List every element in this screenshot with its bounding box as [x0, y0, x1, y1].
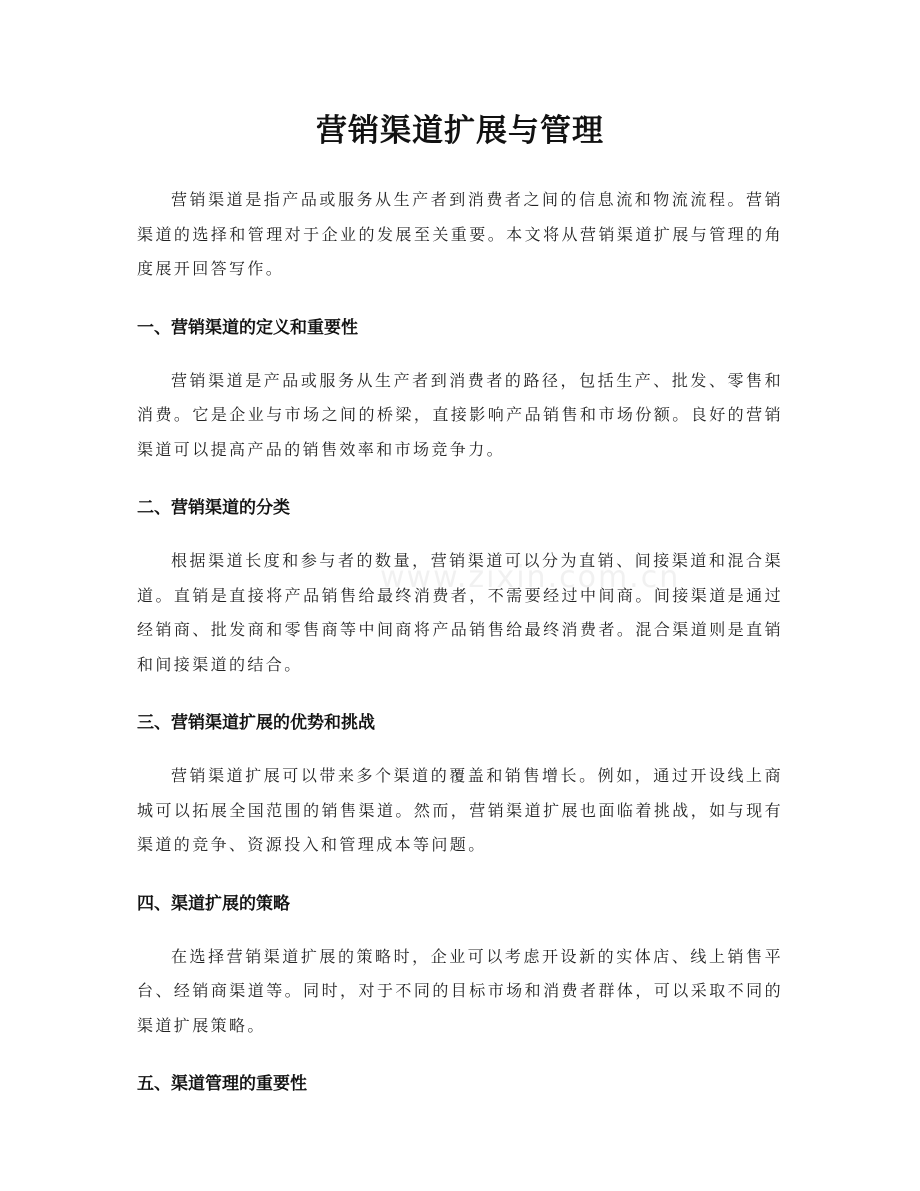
section-paragraph-2: 根据渠道长度和参与者的数量，营销渠道可以分为直销、间接渠道和混合渠道。直销是直接将产品销售给最终消费者，不需要经过中间商。间接渠道是通过经销商、批发商和零售商等中间商将产品销售给最终消费者。混合渠道则是直销和间接渠道的结合。: [137, 551, 783, 674]
section-heading-5: 五、渠道管理的重要性: [137, 1074, 307, 1094]
section-heading-4: 四、渠道扩展的策略: [137, 893, 290, 914]
section-heading-1: 一、营销渠道的定义和重要性: [137, 317, 358, 338]
document-title: 营销渠道扩展与管理: [316, 113, 604, 149]
section-paragraph-3: 营销渠道扩展可以带来多个渠道的覆盖和销售增长。例如，通过开设线上商城可以拓展全国范围的销售渠道。然而，营销渠道扩展也面临着挑战，如与现有渠道的竞争、资源投入和管理成本等问题。: [137, 766, 783, 854]
section-paragraph-4: 在选择营销渠道扩展的策略时，企业可以考虑开设新的实体店、线上销售平台、经销商渠道等。同时，对于不同的目标市场和消费者群体，可以采取不同的渠道扩展策略。: [137, 946, 783, 1035]
section-paragraph-1: 营销渠道是产品或服务从生产者到消费者的路径，包括生产、批发、零售和消费。它是企业与市场之间的桥梁，直接影响产品销售和市场份额。良好的营销渠道可以提高产品的销售效率和市场竞争力。: [137, 370, 783, 459]
section-heading-3: 三、营销渠道扩展的优势和挑战: [137, 713, 375, 733]
section-heading-2: 二、营销渠道的分类: [137, 498, 290, 518]
watermark-text: www.zixin.com.cn: [380, 560, 681, 595]
document-body: [137, 183, 783, 1101]
intro-paragraph: 营销渠道是指产品或服务从生产者到消费者之间的信息流和物流流程。营销渠道的选择和管理对于企业的发展至关重要。本文将从营销渠道扩展与管理的角度展开回答写作。: [137, 190, 783, 278]
